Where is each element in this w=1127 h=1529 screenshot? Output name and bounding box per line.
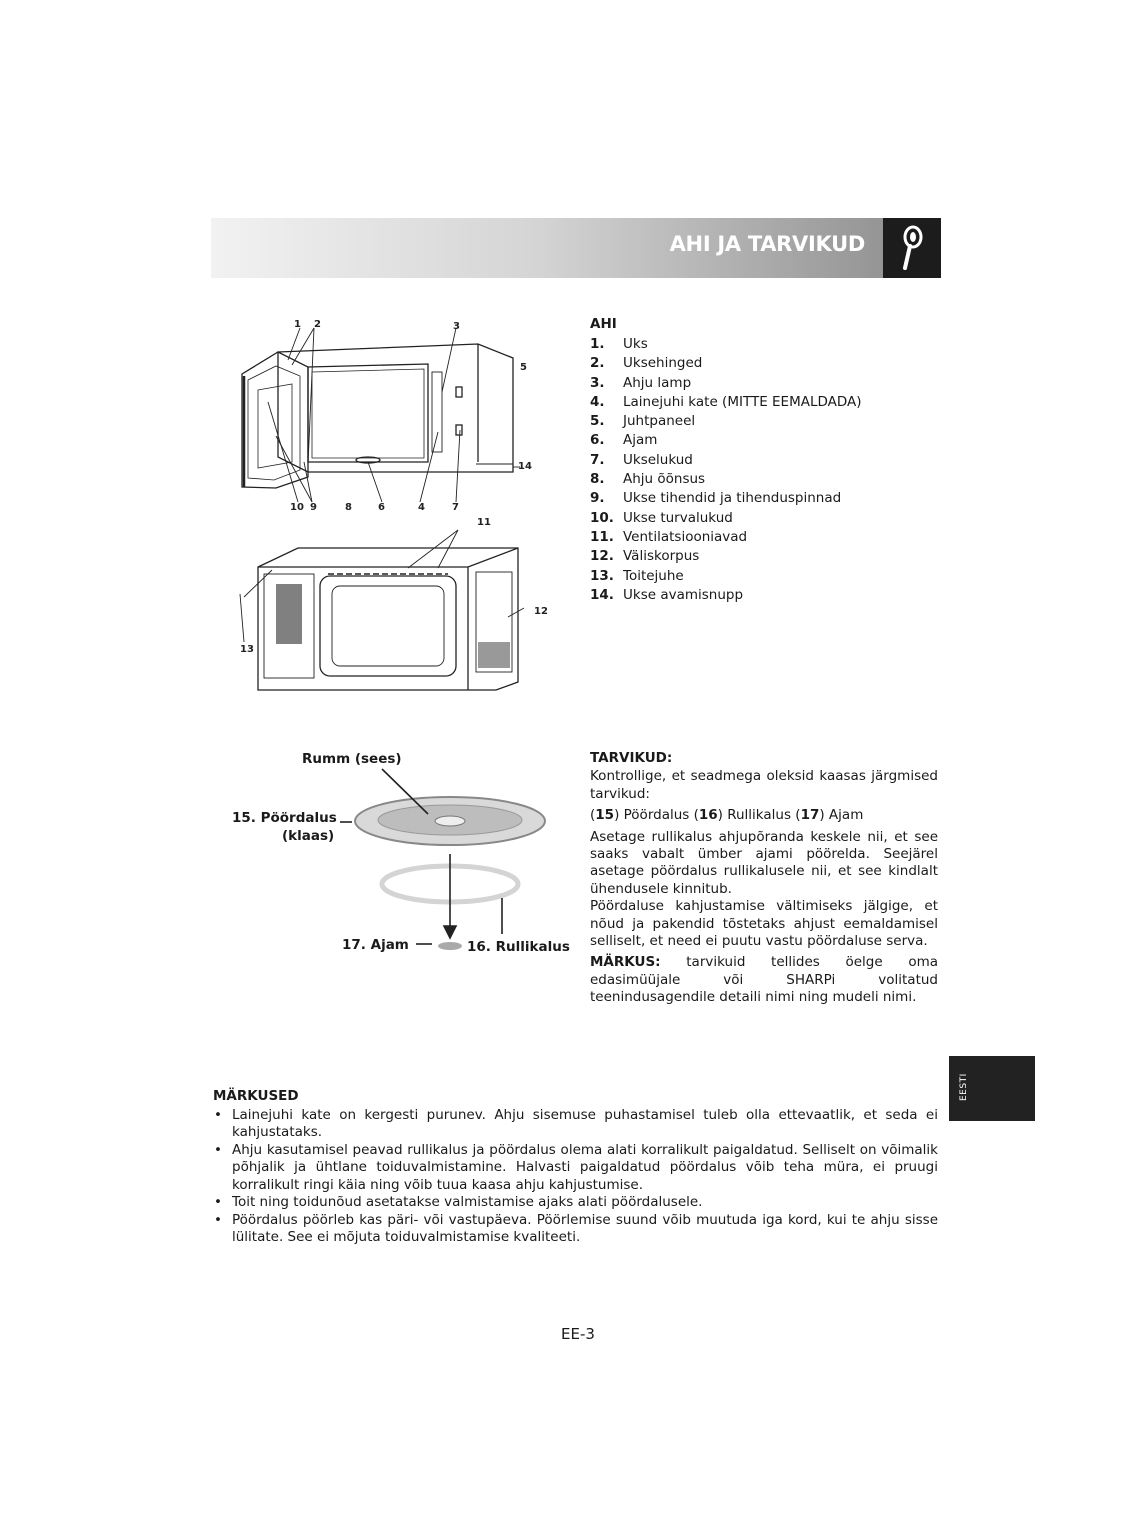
acc-num-16: 16 bbox=[698, 807, 718, 824]
language-tab-label: EESTI bbox=[959, 1073, 969, 1101]
section-header bbox=[211, 218, 941, 278]
accessories-title: TARVIKUD: bbox=[590, 750, 673, 766]
leader-lines bbox=[268, 328, 520, 502]
oven-closed-grille bbox=[276, 584, 510, 668]
section-title: AHI JA TARVIKUD bbox=[669, 232, 865, 256]
oven-part-label: Lainejuhi kate (MITTE EEMALDADA) bbox=[623, 393, 862, 410]
note-label: MÄRKUS: bbox=[590, 954, 661, 971]
accessories-para-2: Pöördaluse kahjustamise vältimiseks jälgige, et nõud ja pakendid tõstetaks ahjust eemaldamisel selliselt, et need ei puutu vastu pöördaluse serva. bbox=[590, 898, 938, 950]
coupling-label: 17. Ajam bbox=[342, 937, 409, 953]
turntable-label-2: (klaas) bbox=[282, 828, 335, 844]
accessories-para-1: Asetage rullikalus ahjupõranda keskele nii, et see saaks vabalt ümber ajami pöörelda. Seejärel asetage pöördalus rullikalusele nii, et see kindlalt ühendusele kinnitub. bbox=[590, 828, 938, 897]
note-item: • Lainejuhi kate on kergesti purunev. Ahju sisemuse puhastamisel tuleb olla ettevaatlik, et seda ei kahjustataks. bbox=[213, 1107, 938, 1142]
oven-part-label: Toitejuhe bbox=[623, 567, 684, 584]
oven-part-item bbox=[590, 586, 890, 605]
svg-text:7: 7 bbox=[452, 502, 459, 513]
svg-text:14: 14 bbox=[518, 461, 532, 472]
oven-part-number: 12. bbox=[590, 548, 614, 565]
oven-part-number: 3. bbox=[590, 374, 605, 391]
turntable-drawing bbox=[355, 797, 545, 845]
svg-text:11: 11 bbox=[477, 517, 491, 528]
svg-text:5: 5 bbox=[520, 362, 527, 373]
accessories-note bbox=[590, 954, 938, 1006]
oven-part-number: 14. bbox=[590, 586, 614, 603]
oven-part-number: 11. bbox=[590, 528, 614, 545]
oven-part-label: Ventilatsiooniavad bbox=[623, 528, 748, 545]
notes-section bbox=[213, 1088, 938, 1247]
oven-parts-list bbox=[590, 316, 890, 605]
oven-part-number: 9. bbox=[590, 490, 605, 507]
oven-part-label: Ukse tihendid ja tihenduspinnad bbox=[623, 490, 842, 507]
accessories-list: (15) Pöördalus (16) Rullikalus (17) Ajam bbox=[590, 807, 864, 824]
oven-part-item bbox=[590, 335, 890, 354]
oven-open-drawing bbox=[242, 344, 513, 488]
acc-item-15: ) Pöördalus ( bbox=[614, 807, 699, 824]
oven-part-label: Ukse avamisnupp bbox=[623, 586, 744, 603]
oven-part-label: Ahju õõnsus bbox=[623, 471, 706, 488]
accessories-intro: Kontrollige, et seadmega oleksid kaasas järgmised tarvikud: bbox=[590, 768, 938, 802]
hub-label: Rumm (sees) bbox=[302, 751, 402, 767]
oven-part-item bbox=[590, 509, 890, 528]
oven-part-number: 10. bbox=[590, 509, 614, 526]
svg-text:12: 12 bbox=[534, 606, 548, 617]
oven-part-label: Uks bbox=[623, 336, 648, 352]
oven-part-number: 1. bbox=[590, 336, 605, 352]
oven-part-item bbox=[590, 354, 890, 373]
svg-text:9: 9 bbox=[310, 502, 317, 513]
oven-part-item bbox=[590, 547, 890, 566]
language-tab bbox=[949, 1056, 1035, 1121]
oven-part-item bbox=[590, 393, 890, 412]
oven-part-item bbox=[590, 412, 890, 431]
oven-part-number: 13. bbox=[590, 567, 614, 584]
magnifier-icon bbox=[897, 224, 927, 272]
svg-text:8: 8 bbox=[345, 502, 352, 513]
oven-diagram bbox=[228, 312, 558, 707]
oven-part-number: 2. bbox=[590, 355, 605, 372]
acc-item-16: ) Rullikalus ( bbox=[717, 807, 801, 824]
oven-part-item bbox=[590, 431, 890, 450]
oven-list-title: AHI bbox=[590, 316, 617, 332]
oven-part-item bbox=[590, 528, 890, 547]
page-number: EE-3 bbox=[561, 1325, 595, 1343]
svg-text:1: 1 bbox=[294, 319, 301, 330]
oven-part-label: Ukselukud bbox=[623, 451, 693, 468]
oven-part-label: Väliskorpus bbox=[623, 548, 700, 565]
acc-num-17: 17 bbox=[800, 807, 820, 824]
oven-part-number: 8. bbox=[590, 471, 605, 488]
notes-title: MÄRKUSED bbox=[213, 1088, 299, 1104]
oven-part-item bbox=[590, 567, 890, 586]
note-item: • Pöördalus pöörleb kas päri- või vastupäeva. Pöörlemise suund võib muutuda iga kord, kui te ahju sisse lülitate. See ei mõjuta toiduvalmistamise kvaliteeti. bbox=[213, 1212, 938, 1247]
svg-text:13: 13 bbox=[240, 644, 254, 655]
coupling-drawing bbox=[438, 942, 462, 950]
oven-part-item bbox=[590, 470, 890, 489]
oven-part-number: 5. bbox=[590, 413, 605, 430]
svg-text:10: 10 bbox=[290, 502, 304, 513]
turntable-label-1: 15. Pöördalus bbox=[232, 810, 337, 826]
acc-num-15: 15 bbox=[595, 807, 615, 824]
oven-part-number: 7. bbox=[590, 451, 605, 468]
oven-part-item bbox=[590, 451, 890, 470]
accessories-section bbox=[590, 750, 938, 1007]
note-text: tarvikuid tellides öelge oma edasimüüjale või SHARPi volitatud teenindusagendile detaili nimi ning mudeli nimi. bbox=[590, 954, 938, 1006]
oven-part-label: Uksehinged bbox=[623, 355, 703, 372]
accessories-diagram bbox=[340, 766, 560, 966]
oven-part-number: 6. bbox=[590, 432, 605, 449]
header-icon-box bbox=[883, 218, 941, 278]
oven-part-label: Ukse turvalukud bbox=[623, 509, 733, 526]
oven-part-label: Ajam bbox=[623, 432, 658, 449]
note-item: • Toit ning toidunõud asetatakse valmistamise ajaks alati pöördalusele. bbox=[213, 1194, 938, 1212]
oven-part-item bbox=[590, 489, 890, 508]
acc-item-17: ) Ajam bbox=[819, 807, 864, 824]
svg-text:4: 4 bbox=[418, 502, 425, 513]
svg-text:2: 2 bbox=[314, 319, 321, 330]
oven-part-number: 4. bbox=[590, 393, 605, 410]
svg-text:3: 3 bbox=[453, 321, 460, 332]
svg-text:6: 6 bbox=[378, 502, 385, 513]
roller-label: 16. Rullikalus bbox=[467, 939, 570, 955]
note-item: • Ahju kasutamisel peavad rullikalus ja pöördalus olema alati korralikult paigaldatud. Selliselt on võimalik põhjalik ja ühtlane toiduvalmistamine. Halvasti paigaldatud pöördalus võib teha müra, ei pruugi korralikult ringi käia ning võib tuua kaasa ahju kahjustumise. bbox=[213, 1142, 938, 1195]
oven-part-label: Juhtpaneel bbox=[623, 413, 696, 430]
oven-part-label: Ahju lamp bbox=[623, 374, 692, 391]
oven-part-item bbox=[590, 374, 890, 393]
